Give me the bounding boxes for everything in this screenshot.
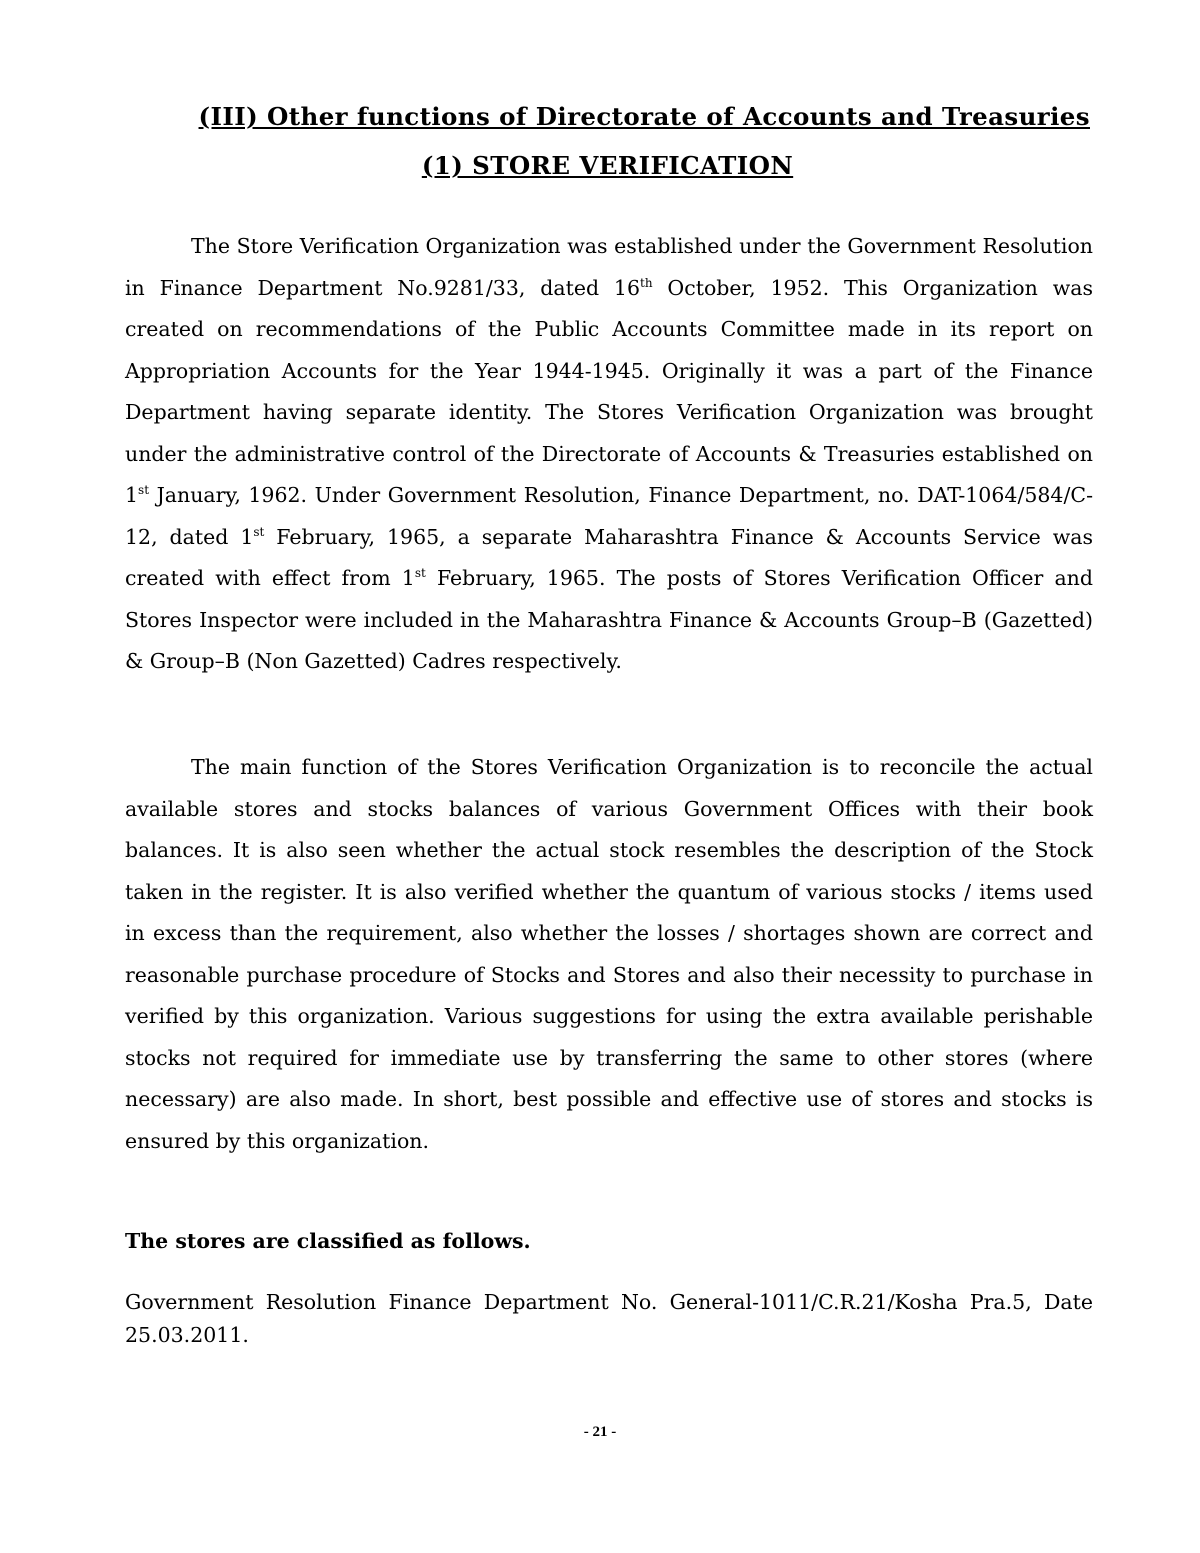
subsection-heading: (1) STORE VERIFICATION [421, 151, 794, 180]
classification-heading: The stores are classified as follows. [125, 1229, 531, 1253]
paragraph-text: October, 1952. This Organization was created on recommendations of the Public Accounts Committee made in its report on Appropriation Accounts for the Year 1944-1945. Originally it was a part of the Finance Department having separate identity. The Stores Verification Organization was brought under the administrative control of the Directorate of Accounts & Treasuries established on 1 [125, 275, 1093, 507]
ordinal-suffix: st [414, 566, 426, 581]
ordinal-suffix: st [138, 483, 150, 498]
resolution-reference: Government Resolution Finance Department No. General-1011/C.R.21/Kosha Pra.5, Date 25.03.2011. [125, 1290, 1093, 1347]
paragraph-text: The Store Verification Organization was established under the Government Resolution in Finance Department No.9281/33, dated 16 [125, 234, 1093, 300]
paragraph-text: February, 1965. The posts of Stores Verification Officer and Stores Inspector were included in the Maharashtra Finance & Accounts Group–B (Gazetted) & Group–B (Non Gazetted) Cadres respectively. [125, 566, 1093, 673]
paragraph-main-function: The main function of the Stores Verification Organization is to reconcile the actual available stores and stocks balances of various Government Offices with their book balances. It is also seen whether the actual stock resembles the description of the Stock taken in the register. It is also verified whether the quantum of various stocks / items used in excess than the requirement, also whether the losses / shortages shown are correct and reasonable purchase procedure of Stocks and Stores and also their necessity to purchase in verified by this organization. Various suggestions for using the extra available perishable stocks not required for immediate use by transferring the same to other stores (where necessary) are also made. In short, best possible and effective use of stores and stocks is ensured by this organization. [125, 755, 1093, 1153]
ordinal-suffix: st [253, 524, 265, 539]
ordinal-suffix: th [640, 275, 653, 290]
section-heading: (III) Other functions of Directorate of Accounts and Treasuries [198, 102, 1090, 131]
paragraph-text: February, 1965, a separate Maharashtra Finance & Accounts Service was created with effect from 1 [125, 524, 1094, 590]
page-number: - 21 - [583, 1424, 617, 1440]
paragraph-text: January, 1962. Under Government Resolution, Finance Department, no. DAT-1064/584/C-12, dated 1 [125, 483, 1093, 549]
paragraph-history [125, 226, 1093, 683]
